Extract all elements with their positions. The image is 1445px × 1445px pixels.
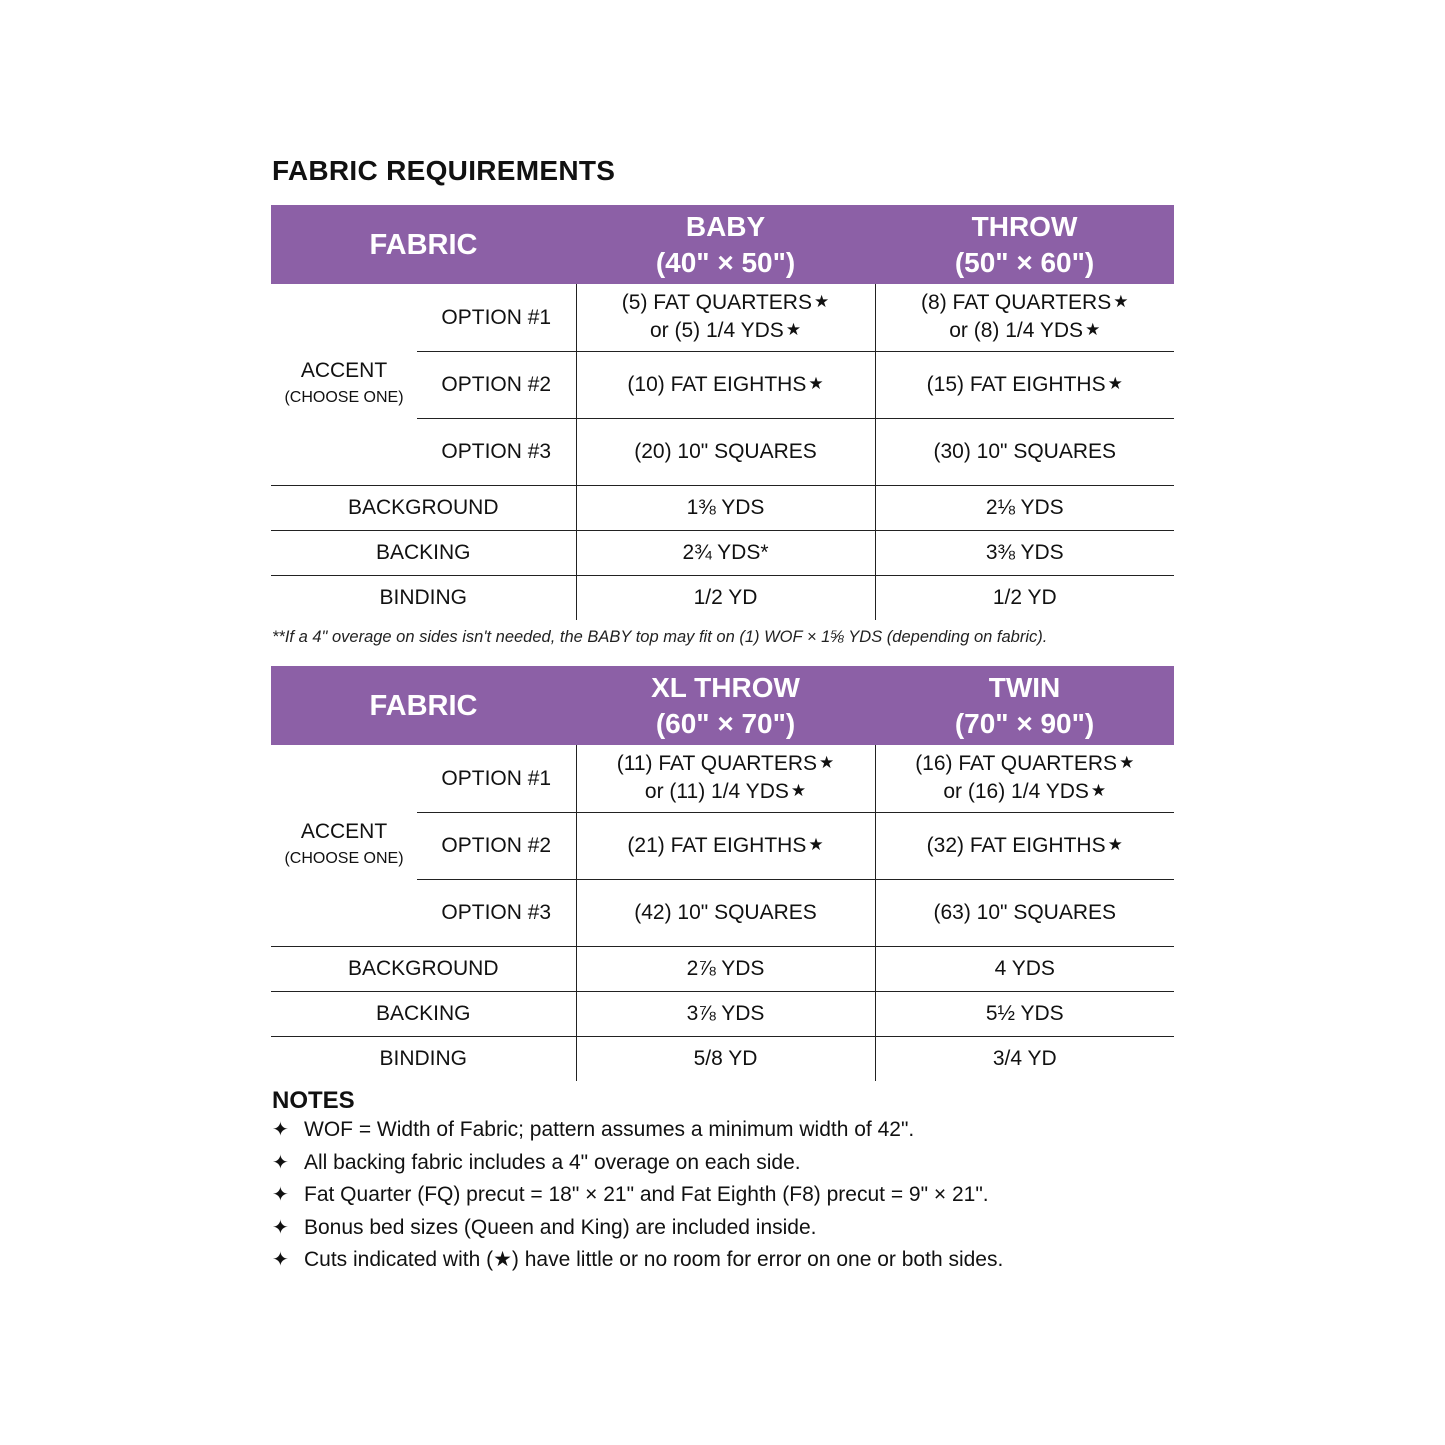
accent-sublabel: (CHOOSE ONE) bbox=[284, 850, 404, 868]
size-name: XL THROW bbox=[651, 671, 800, 703]
option-label: OPTION #3 bbox=[417, 879, 576, 946]
sparkle-bullet-icon: ✦ bbox=[272, 1184, 289, 1206]
row-label: BACKING bbox=[271, 530, 576, 575]
size-header-twin bbox=[875, 666, 1174, 745]
row-label: BACKGROUND bbox=[271, 946, 576, 991]
value-text: or (8) 1/4 YDS bbox=[949, 319, 1084, 343]
value-text: (8) FAT QUARTERS bbox=[921, 291, 1112, 315]
star-icon: ★ bbox=[813, 292, 830, 312]
notes-title: NOTES bbox=[272, 1087, 355, 1114]
star-icon: ★ bbox=[1090, 781, 1107, 801]
note-text: All backing fabric includes a 4" overage on each side. bbox=[304, 1150, 801, 1174]
value-cell: 2¾ YDS* bbox=[576, 530, 875, 575]
value-text: (21) FAT EIGHTHS bbox=[627, 833, 807, 857]
value-cell bbox=[576, 745, 875, 812]
table-row-background bbox=[271, 946, 1174, 991]
table-row-option-1 bbox=[271, 284, 1174, 351]
size-header-xl-throw bbox=[576, 666, 875, 745]
star-icon: ★ bbox=[808, 373, 824, 393]
size-dims: (60" × 70") bbox=[655, 707, 796, 739]
table-row-background bbox=[271, 485, 1174, 530]
value-cell: (20) 10" SQUARES bbox=[576, 418, 875, 485]
fabric-column-header: FABRIC bbox=[271, 205, 576, 284]
value-text: or (11) 1/4 YDS bbox=[644, 780, 789, 804]
size-dims: (70" × 90") bbox=[954, 707, 1095, 739]
note-text: WOF = Width of Fabric; pattern assumes a minimum width of 42". bbox=[304, 1118, 915, 1141]
table-row-backing bbox=[271, 991, 1174, 1036]
value-cell: (63) 10" SQUARES bbox=[875, 879, 1174, 946]
accent-label-cell bbox=[271, 284, 417, 485]
option-label: OPTION #2 bbox=[417, 351, 576, 418]
value-cell: 1/2 YD bbox=[576, 575, 875, 620]
value-text: (11) FAT QUARTERS bbox=[616, 752, 818, 776]
note-text: Bonus bed sizes (Queen and King) are included inside. bbox=[304, 1215, 817, 1239]
star-icon: ★ bbox=[819, 753, 835, 773]
value-cell: 5½ YDS bbox=[875, 991, 1174, 1036]
table-row-binding bbox=[271, 1036, 1174, 1081]
value-cell bbox=[576, 351, 875, 418]
value-cell: 4 YDS bbox=[875, 946, 1174, 991]
value-text: (15) FAT EIGHTHS bbox=[926, 372, 1106, 396]
value-cell: (42) 10" SQUARES bbox=[576, 879, 875, 946]
value-text: (10) FAT EIGHTHS bbox=[627, 372, 807, 396]
note-item bbox=[272, 1180, 1003, 1213]
value-cell: 1⅜ YDS bbox=[576, 485, 875, 530]
value-cell bbox=[875, 812, 1174, 879]
row-label: BINDING bbox=[271, 1036, 576, 1081]
table-header-row bbox=[271, 666, 1174, 745]
row-label: BACKING bbox=[271, 991, 576, 1036]
table-row-option-1 bbox=[271, 745, 1174, 812]
size-header-baby bbox=[576, 205, 875, 284]
page-title: FABRIC REQUIREMENTS bbox=[272, 155, 616, 186]
size-dims: (50" × 60") bbox=[954, 246, 1095, 278]
accent-label: ACCENT bbox=[300, 820, 388, 844]
fabric-column-header: FABRIC bbox=[271, 666, 576, 745]
fabric-table-2 bbox=[271, 666, 1174, 1081]
value-cell bbox=[576, 812, 875, 879]
star-icon: ★ bbox=[790, 781, 807, 801]
table-row-backing bbox=[271, 530, 1174, 575]
value-cell bbox=[875, 351, 1174, 418]
notes-list bbox=[272, 1115, 1003, 1278]
option-label: OPTION #1 bbox=[417, 745, 576, 812]
star-icon: ★ bbox=[1113, 292, 1129, 312]
option-label: OPTION #2 bbox=[417, 812, 576, 879]
table-header-row bbox=[271, 205, 1174, 284]
value-cell: 3⅜ YDS bbox=[875, 530, 1174, 575]
value-cell bbox=[576, 284, 875, 351]
note-item bbox=[272, 1213, 1003, 1246]
value-cell: (30) 10" SQUARES bbox=[875, 418, 1174, 485]
row-label: BINDING bbox=[271, 575, 576, 620]
value-cell: 1/2 YD bbox=[992, 586, 1057, 610]
value-cell: 3⅞ YDS bbox=[576, 991, 875, 1036]
star-icon: ★ bbox=[1107, 373, 1123, 393]
note-item bbox=[272, 1245, 1003, 1278]
accent-label-cell bbox=[271, 745, 417, 946]
table-row-binding bbox=[271, 575, 1174, 620]
value-text: or (16) 1/4 YDS bbox=[943, 780, 1089, 804]
value-text: (5) FAT QUARTERS bbox=[621, 291, 812, 315]
note-item bbox=[272, 1115, 1003, 1148]
footnote: **If a 4" overage on sides isn't needed, the BABY top may fit on (1) WOF × 1⅝ YDS (depending on fabric). bbox=[272, 628, 1048, 646]
star-icon: ★ bbox=[1085, 320, 1101, 340]
sparkle-bullet-icon: ✦ bbox=[272, 1151, 289, 1174]
accent-label: ACCENT bbox=[300, 359, 388, 383]
note-text: Fat Quarter (FQ) precut = 18" × 21" and Fat Eighth (F8) precut = 9" × 21". bbox=[304, 1183, 989, 1206]
size-dims: (40" × 50") bbox=[655, 246, 796, 278]
value-cell: 2⅛ YDS bbox=[875, 485, 1174, 530]
value-text: or (5) 1/4 YDS bbox=[649, 319, 784, 343]
value-text: (32) FAT EIGHTHS bbox=[926, 833, 1106, 857]
option-label: OPTION #3 bbox=[417, 418, 576, 485]
value-cell: 2⅞ YDS bbox=[576, 946, 875, 991]
value-text: (16) FAT QUARTERS bbox=[915, 752, 1118, 776]
note-text: Cuts indicated with (★) have little or no room for error on one or both sides. bbox=[304, 1248, 1004, 1271]
fabric-table-1 bbox=[271, 205, 1174, 620]
value-cell bbox=[875, 284, 1174, 351]
star-icon: ★ bbox=[1107, 834, 1123, 854]
size-header-throw bbox=[875, 205, 1174, 284]
value-cell: 5/8 YD bbox=[576, 1036, 875, 1081]
star-icon: ★ bbox=[1119, 753, 1135, 773]
star-icon: ★ bbox=[808, 834, 824, 854]
value-cell bbox=[875, 745, 1174, 812]
row-label: BACKGROUND bbox=[271, 485, 576, 530]
sparkle-bullet-icon: ✦ bbox=[272, 1249, 289, 1271]
accent-sublabel: (CHOOSE ONE) bbox=[284, 389, 404, 407]
note-item bbox=[272, 1148, 1003, 1181]
value-cell: 3/4 YD bbox=[992, 1047, 1057, 1071]
size-name: THROW bbox=[971, 210, 1078, 242]
size-name: TWIN bbox=[988, 671, 1061, 703]
star-icon: ★ bbox=[785, 320, 802, 340]
size-name: BABY bbox=[685, 210, 766, 242]
sparkle-bullet-icon: ✦ bbox=[272, 1216, 289, 1239]
sparkle-bullet-icon: ✦ bbox=[272, 1119, 289, 1141]
option-label: OPTION #1 bbox=[417, 284, 576, 351]
